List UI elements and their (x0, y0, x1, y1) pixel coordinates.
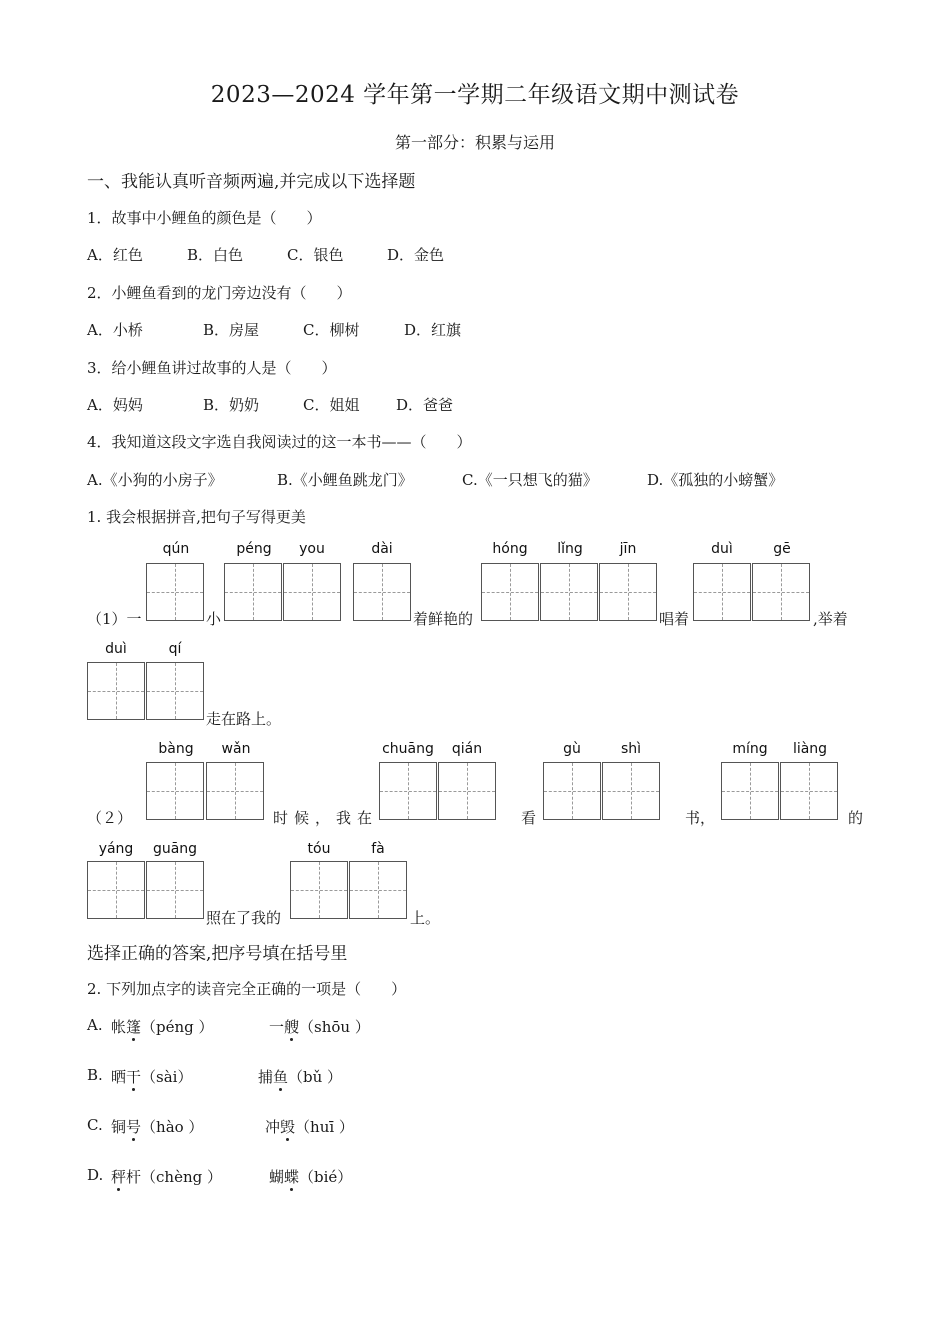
option-word (111, 1016, 214, 1037)
option-pinyin: （bǔ ） (288, 1068, 343, 1086)
section2-heading: 1. 我会根据拼音,把句子写得更美 (87, 508, 306, 526)
dotted-char: 艘 (284, 1018, 300, 1036)
writing-grid-box[interactable] (752, 563, 810, 621)
writing-grid-box[interactable] (87, 662, 145, 720)
pinyin: chuāng (382, 741, 434, 757)
pinyin: lǐng (557, 541, 583, 557)
pinyin: tóu (307, 841, 331, 857)
writing-grid-box[interactable] (349, 861, 407, 919)
option: C．柳树 (303, 321, 360, 339)
writing-grid-box[interactable] (780, 762, 838, 820)
option: C.《一只想飞的猫》 (462, 471, 598, 489)
pinyin: fà (371, 841, 385, 857)
pinyin: dài (371, 541, 393, 557)
writing-grid-box[interactable] (481, 563, 539, 621)
dotted-char: 鱼 (273, 1068, 289, 1086)
pinyin: gē (773, 541, 791, 557)
writing-grid-box[interactable] (224, 563, 282, 621)
pinyin: duì (711, 541, 733, 557)
dotted-char: 秤 (111, 1168, 127, 1186)
sentence-text: 着鲜艳的 (413, 610, 474, 628)
word-char: 晒 (111, 1068, 127, 1086)
writing-grid-box[interactable] (146, 563, 204, 621)
writing-grid-box[interactable] (146, 861, 204, 919)
page-title: 2023—2024 学年第一学期二年级语文期中测试卷 (210, 82, 740, 108)
pinyin: yáng (98, 841, 134, 857)
question-4: 4．我知道这段文字选自我阅读过的这一本书——（ ） (87, 433, 472, 451)
writing-grid-box[interactable] (602, 762, 660, 820)
option: A．妈妈 (87, 396, 143, 414)
dotted-char: 篷 (126, 1018, 142, 1036)
option-pinyin: （hào ） (141, 1118, 204, 1136)
sentence-text: （２） (87, 809, 133, 827)
writing-grid-box[interactable] (283, 563, 341, 621)
pinyin: hóng (492, 541, 528, 557)
sentence-text: （1）一 (87, 610, 142, 628)
sentence-text: 走在路上。 (206, 710, 282, 728)
writing-grid-box[interactable] (146, 762, 204, 820)
word-char: 冲 (265, 1118, 281, 1136)
writing-grid-box[interactable] (599, 563, 657, 621)
writing-grid-box[interactable] (146, 662, 204, 720)
option: D．红旗 (404, 321, 462, 339)
sentence-text: ,举着 (813, 610, 848, 628)
pinyin: qí (168, 641, 182, 657)
option: A．红色 (87, 246, 143, 264)
option: D.《孤独的小螃蟹》 (647, 471, 784, 489)
pinyin: péng (236, 541, 272, 557)
pinyin: you (299, 541, 325, 557)
option: B．白色 (187, 246, 244, 264)
option-pinyin: （bié） (299, 1168, 353, 1186)
sentence-text: 唱着 (659, 610, 690, 628)
sentence-text: 的 (848, 809, 864, 827)
option-word (258, 1066, 342, 1087)
option-word (265, 1116, 354, 1137)
part-heading: 第一部分：积累与运用 (394, 133, 555, 152)
sentence-text: 小 (206, 610, 222, 628)
word-char: 蝴 (269, 1168, 285, 1186)
pinyin: qián (451, 741, 483, 757)
question-2: 2．小鲤鱼看到的龙门旁边没有（ ） (87, 284, 352, 302)
option-label: B. (87, 1066, 103, 1084)
option: D．金色 (387, 246, 445, 264)
option: A．小桥 (87, 321, 143, 339)
pinyin: bàng (158, 741, 194, 757)
option-pinyin: （chèng ） (141, 1168, 223, 1186)
sentence-text: 时候，我在 (273, 809, 379, 827)
question-3: 3．给小鲤鱼讲过故事的人是（ ） (87, 359, 337, 377)
option-label: C. (87, 1116, 103, 1134)
option-pinyin: （péng ） (141, 1018, 214, 1036)
pinyin: shì (620, 741, 642, 757)
writing-grid-box[interactable] (87, 861, 145, 919)
option: B．房屋 (203, 321, 260, 339)
sentence-text: 照在了我的 (206, 909, 282, 927)
option: B．奶奶 (203, 396, 260, 414)
section1-heading: 一、我能认真听音频两遍,并完成以下选择题 (87, 172, 416, 192)
option: C．姐姐 (303, 396, 360, 414)
dotted-char: 干 (126, 1068, 142, 1086)
option-word (269, 1166, 352, 1187)
writing-grid-box[interactable] (543, 762, 601, 820)
pinyin: duì (105, 641, 127, 657)
question-text: 2. 下列加点字的读音完全正确的一项是（ ） (87, 980, 407, 998)
option-word (111, 1166, 222, 1187)
writing-grid-box[interactable] (290, 861, 348, 919)
pinyin: jīn (619, 541, 637, 557)
word-char: 帐 (111, 1018, 127, 1036)
dotted-char: 毁 (280, 1118, 296, 1136)
section3-heading: 选择正确的答案,把序号填在括号里 (87, 944, 348, 964)
dotted-char: 号 (126, 1118, 142, 1136)
writing-grid-box[interactable] (206, 762, 264, 820)
option-label: D. (87, 1166, 104, 1184)
pinyin: liàng (792, 741, 828, 757)
sentence-text: 看 (521, 809, 537, 827)
option-word (111, 1116, 203, 1137)
word-char: 捕 (258, 1068, 274, 1086)
option-pinyin: （huī ） (295, 1118, 354, 1136)
writing-grid-box[interactable] (540, 563, 598, 621)
sentence-text: 上。 (410, 909, 441, 927)
pinyin: wǎn (221, 741, 251, 757)
option-word (111, 1066, 192, 1087)
writing-grid-box[interactable] (379, 762, 437, 820)
word-char: 一 (269, 1018, 285, 1036)
option: C．银色 (287, 246, 344, 264)
option-pinyin: （sài） (141, 1068, 193, 1086)
option: A.《小狗的小房子》 (87, 471, 223, 489)
option-pinyin: （shōu ） (299, 1018, 370, 1036)
dotted-char: 蝶 (284, 1168, 300, 1186)
word-char: 铜 (111, 1118, 127, 1136)
writing-grid-box[interactable] (353, 563, 411, 621)
pinyin: míng (732, 741, 768, 757)
writing-grid-box[interactable] (721, 762, 779, 820)
pinyin: gù (563, 741, 581, 757)
sentence-text: 书， (685, 809, 716, 827)
pinyin: qún (162, 541, 190, 557)
word-char: 杆 (126, 1168, 142, 1186)
writing-grid-box[interactable] (438, 762, 496, 820)
writing-grid-box[interactable] (693, 563, 751, 621)
question-1: 1．故事中小鲤鱼的颜色是（ ） (87, 209, 322, 227)
option-word (269, 1016, 370, 1037)
option-label: A. (87, 1016, 103, 1034)
option: B.《小鲤鱼跳龙门》 (277, 471, 413, 489)
pinyin: guāng (152, 841, 198, 857)
option: D．爸爸 (396, 396, 454, 414)
